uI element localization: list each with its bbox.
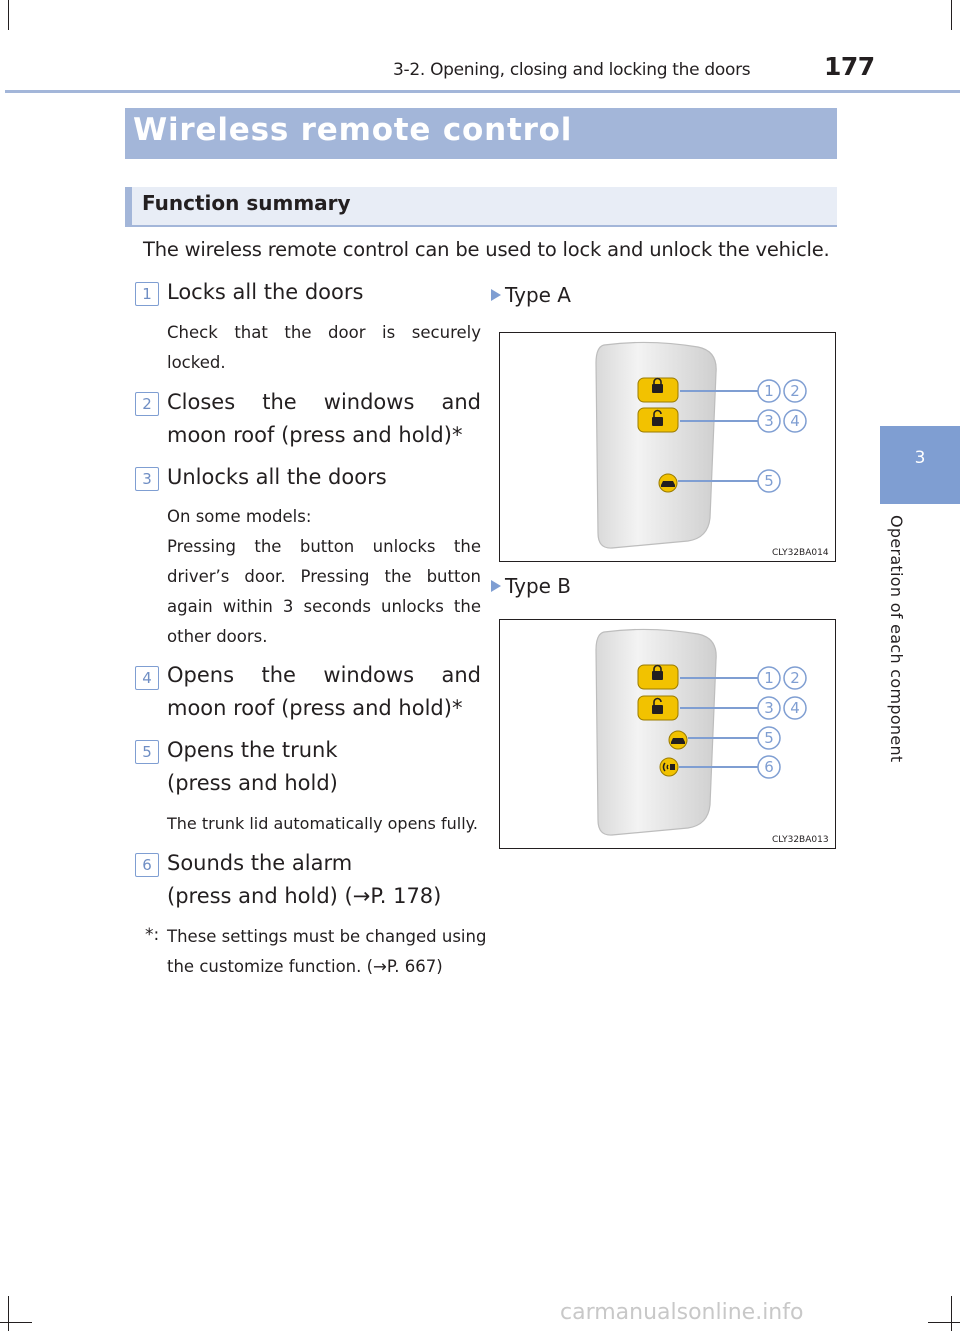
item-number-6: 6	[135, 853, 159, 877]
key-fob-figure-type-b	[499, 619, 836, 849]
panic-button	[660, 758, 678, 776]
callout-4: 4	[790, 699, 800, 717]
unlock-icon	[652, 417, 663, 426]
callout-3: 3	[764, 412, 774, 430]
figure-code: CLY32BA014	[772, 548, 829, 558]
item-3-text: Unlocks all the doors	[167, 465, 387, 489]
item-number-1: 1	[135, 282, 159, 306]
footnote-line-2: the customize function. (→P. 667)	[167, 957, 443, 976]
crop-mark	[928, 1322, 960, 1323]
triangle-bullet-icon	[491, 289, 501, 301]
item-4-text: Opens the windows and moon roof (press and hold)*	[167, 663, 481, 720]
trunk-icon	[661, 481, 675, 487]
subsection-title: Function summary	[142, 191, 351, 215]
crop-mark	[8, 0, 9, 30]
intro-text: The wireless remote control can be used to lock and unlock the vehicle.	[143, 238, 830, 261]
watermark[interactable]: carmanualsonline.info	[560, 1300, 804, 1325]
unlock-icon	[652, 705, 663, 714]
triangle-bullet-icon	[491, 580, 501, 592]
callout-4: 4	[790, 412, 800, 430]
callout-6: 6	[764, 758, 774, 776]
footnote-line-1: These settings must be changed using	[167, 927, 487, 946]
chapter-tab: 3	[880, 426, 960, 504]
item-6-line2: (press and hold) (→P. 178)	[167, 884, 442, 908]
item-5-note: The trunk lid automatically opens fully.	[167, 814, 478, 833]
figure-b-label	[491, 574, 571, 598]
callout-2: 2	[790, 669, 800, 687]
figure-a-label-text: Type A	[505, 283, 571, 307]
footnote-mark: *:	[145, 925, 160, 945]
item-3-note-detail: Pressing the button unlocks the driver’s door. Pressing the button again within 3 seconds unlocks the other doors.	[167, 537, 481, 646]
crop-mark	[0, 1322, 32, 1323]
key-fob-figure-type-a	[499, 332, 836, 562]
crop-mark	[951, 1296, 952, 1331]
item-number-2: 2	[135, 392, 159, 416]
lock-icon	[652, 384, 663, 393]
item-3-note: On some models:	[167, 507, 312, 526]
page-number: 177	[824, 52, 875, 81]
callout-5: 5	[764, 729, 774, 747]
item-5-text	[167, 734, 481, 800]
item-number-4: 4	[135, 666, 159, 690]
item-number-5: 5	[135, 740, 159, 764]
lock-icon	[652, 671, 663, 680]
crop-mark	[951, 0, 952, 30]
item-5-line2: (press and hold)	[167, 771, 338, 795]
item-1-text: Locks all the doors	[167, 280, 364, 304]
crop-mark	[8, 1296, 9, 1331]
figure-code: CLY32BA013	[772, 835, 829, 845]
chapter-tab-label: Operation of each component	[887, 515, 906, 763]
item-number-3: 3	[135, 467, 159, 491]
running-header-section: 3-2. Opening, closing and locking the doors	[393, 60, 751, 80]
item-2-text: Closes the windows and moon roof (press and hold)*	[167, 390, 481, 447]
item-1-note: Check that the door is securely locked.	[167, 323, 481, 372]
subsection-accent	[125, 187, 132, 227]
trunk-icon	[671, 738, 685, 744]
callout-3: 3	[764, 699, 774, 717]
callout-1: 1	[764, 382, 774, 400]
page-title: Wireless remote control	[133, 112, 573, 148]
callout-5: 5	[764, 472, 774, 490]
item-6-line1: Sounds the alarm	[167, 851, 353, 875]
callout-1: 1	[764, 669, 774, 687]
figure-a-label	[491, 283, 571, 307]
figure-b-label-text: Type B	[505, 574, 572, 598]
key-fob-illustration	[500, 620, 834, 847]
item-5-line1: Opens the trunk	[167, 738, 338, 762]
item-6-text	[167, 847, 481, 913]
key-fob-illustration	[500, 333, 834, 560]
header-rule	[5, 90, 960, 93]
callout-2: 2	[790, 382, 800, 400]
